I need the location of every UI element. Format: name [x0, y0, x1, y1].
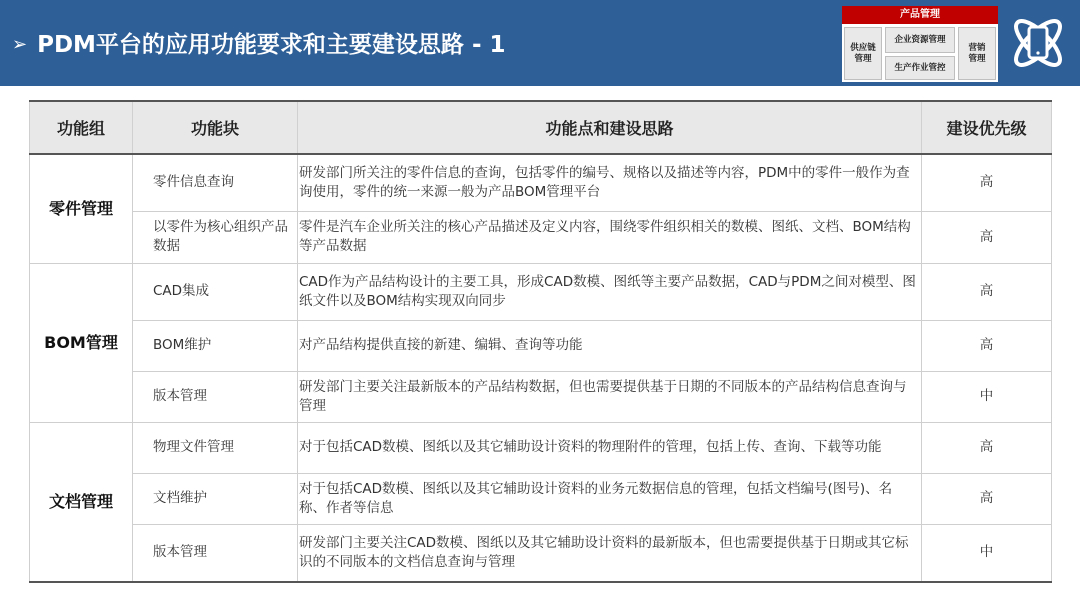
pm-supply-line1: 供应链 — [850, 42, 876, 53]
priority-cell: 高 — [922, 211, 1052, 263]
priority-cell: 高 — [922, 422, 1052, 473]
pm-sales-box — [958, 27, 996, 80]
table-header-row — [30, 101, 1052, 154]
block-cell: 版本管理 — [133, 524, 298, 582]
priority-cell: 高 — [922, 473, 1052, 524]
block-cell: 物理文件管理 — [133, 422, 298, 473]
priority-cell: 高 — [922, 154, 1052, 211]
block-cell: 零件信息查询 — [133, 154, 298, 211]
page-title-text: PDM平台的应用功能要求和主要建设思路 - 1 — [37, 32, 506, 58]
page-title — [12, 26, 506, 59]
table-row — [30, 320, 1052, 371]
desc-cell: CAD作为产品结构设计的主要工具，形成CAD数模、图纸等主要产品数据，CAD与PDM之间对模型、图纸文件以及BOM结构实现双向同步 — [298, 263, 922, 320]
block-cell: 以零件为核心组织产品数据 — [133, 211, 298, 263]
pm-top-label: 产品管理 — [842, 6, 998, 24]
desc-cell: 研发部门所关注的零件信息的查询，包括零件的编号、规格以及描述等内容，PDM中的零件一般作为查询使用，零件的统一来源一般为产品BOM管理平台 — [298, 154, 922, 211]
priority-cell: 中 — [922, 371, 1052, 422]
desc-cell: 对于包括CAD数模、图纸以及其它辅助设计资料的物理附件的管理，包括上传、查询、下载等功能 — [298, 422, 922, 473]
block-cell: CAD集成 — [133, 263, 298, 320]
group-cell: BOM管理 — [30, 263, 133, 422]
pm-supply-box — [844, 27, 882, 80]
table-row — [30, 154, 1052, 211]
pm-supply-line2: 管理 — [854, 53, 872, 64]
desc-cell: 零件是汽车企业所关注的核心产品描述及定义内容，围绕零件组织相关的数模、图纸、文档、BOM结构等产品数据 — [298, 211, 922, 263]
desc-cell: 研发部门主要关注最新版本的产品结构数据，但也需要提供基于日期的不同版本的产品结构信息查询与管理 — [298, 371, 922, 422]
pm-sales-line1: 营销 — [968, 42, 986, 53]
function-requirements-table — [29, 100, 1052, 583]
pm-sales-line2: 管理 — [968, 53, 986, 64]
arrow-bullet-icon: ➢ — [12, 34, 28, 55]
priority-cell: 中 — [922, 524, 1052, 582]
pm-erp-box: 企业资源管理 — [885, 27, 955, 53]
group-cell: 文档管理 — [30, 422, 133, 582]
table-row — [30, 524, 1052, 582]
block-cell: BOM维护 — [133, 320, 298, 371]
header-bar — [0, 0, 1080, 86]
mobile-network-logo-icon — [1006, 10, 1070, 76]
table-row — [30, 473, 1052, 524]
table-row — [30, 263, 1052, 320]
block-cell: 版本管理 — [133, 371, 298, 422]
desc-cell: 对产品结构提供直接的新建、编辑、查询等功能 — [298, 320, 922, 371]
header-function-group: 功能组 — [30, 101, 133, 154]
block-cell: 文档维护 — [133, 473, 298, 524]
table-row — [30, 371, 1052, 422]
header-priority: 建设优先级 — [922, 101, 1052, 154]
pm-mes-box: 生产作业管控 — [885, 56, 955, 80]
priority-cell: 高 — [922, 263, 1052, 320]
group-cell: 零件管理 — [30, 154, 133, 263]
desc-cell: 研发部门主要关注CAD数模、图纸以及其它辅助设计资料的最新版本，但也需要提供基于日期或其它标识的不同版本的文档信息查询与管理 — [298, 524, 922, 582]
table-row — [30, 422, 1052, 473]
header-function-points: 功能点和建设思路 — [298, 101, 922, 154]
header-function-block: 功能块 — [133, 101, 298, 154]
desc-cell: 对于包括CAD数模、图纸以及其它辅助设计资料的业务元数据信息的管理，包括文档编号(图号)、名称、作者等信息 — [298, 473, 922, 524]
product-management-diagram — [842, 6, 998, 82]
table-row — [30, 211, 1052, 263]
priority-cell: 高 — [922, 320, 1052, 371]
